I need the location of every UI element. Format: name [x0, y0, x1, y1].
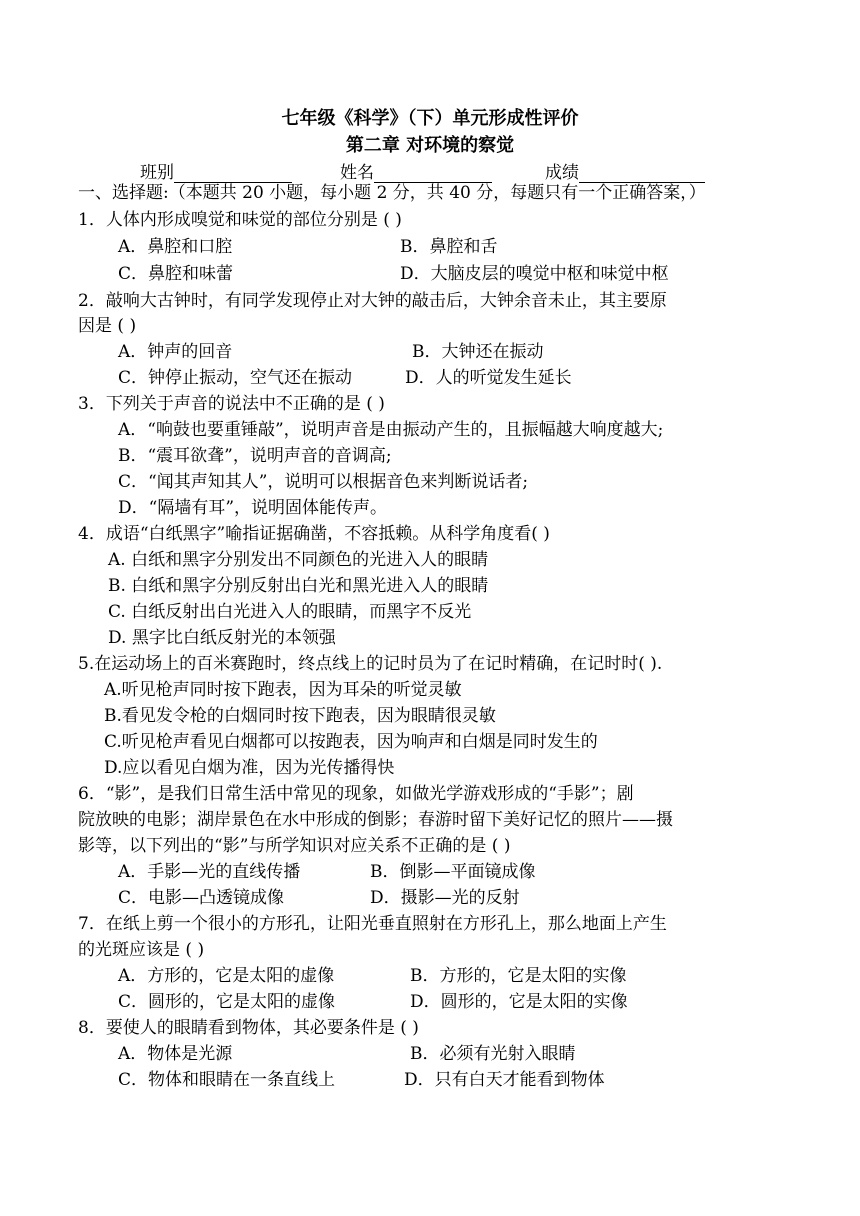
q8-option-b: B．必须有光射入眼睛	[410, 1044, 576, 1064]
q8-option-c: C．物体和眼睛在一条直线上	[118, 1070, 336, 1090]
q7-option-d: D．圆形的，它是太阳的实像	[410, 992, 628, 1012]
name-blank[interactable]	[374, 165, 492, 183]
q4-option-c: C. 白纸反射出白光进入人的眼睛，而黑字不反光	[108, 602, 472, 622]
q2-option-b: B．大钟还在振动	[412, 342, 544, 362]
q4-option-d: D. 黑字比白纸反射光的本领强	[108, 628, 336, 648]
q5-option-c: C.听见枪声看见白烟都可以按跑表，因为响声和白烟是同时发生的	[104, 732, 598, 752]
q7-option-b: B．方形的，它是太阳的实像	[410, 966, 627, 986]
class-field	[140, 158, 292, 183]
q3-option-c: C．“闻其声知其人”，说明可以根据音色来判断说话者;	[118, 472, 529, 492]
q4-stem: 4．成语“白纸黑字”喻指证据确凿，不容抵赖。从科学角度看( )	[78, 524, 550, 544]
q2-stem-line1: 2．敲响大古钟时，有同学发现停止对大钟的敲击后，大钟余音未止，其主要原	[78, 291, 667, 311]
q6-option-a: A．手影—光的直线传播	[118, 862, 301, 882]
q5-option-a: A.听见枪声同时按下跑表，因为耳朵的听觉灵敏	[104, 680, 462, 700]
q4-option-b: B. 白纸和黑字分别反射出白光和黑光进入人的眼睛	[108, 576, 489, 596]
q2-option-a: A．钟声的回音	[118, 342, 233, 362]
q1-option-b: B．鼻腔和舌	[400, 237, 498, 257]
q6-stem-line2: 院放映的电影；湖岸景色在水中形成的倒影；春游时留下美好记忆的照片——摄	[78, 810, 673, 830]
score-label: 成绩	[545, 163, 579, 183]
q7-option-c: C．圆形的，它是太阳的虚像	[118, 992, 336, 1012]
chapter-subtitle: 第二章 对环境的察觉	[345, 135, 515, 156]
score-blank[interactable]	[579, 165, 705, 183]
q3-option-b: B．“震耳欲聋”，说明声音的音调高;	[118, 446, 392, 466]
q2-stem-line2: 因是 ( )	[78, 316, 137, 336]
q6-option-c: C．电影—凸透镜成像	[118, 888, 285, 908]
q6-stem-line3: 影等，以下列出的“影”与所学知识对应关系不正确的是 ( )	[78, 836, 511, 856]
q1-option-a: A．鼻腔和口腔	[118, 237, 233, 257]
q2-option-d: D．人的听觉发生延长	[405, 368, 572, 388]
q8-stem: 8．要使人的眼睛看到物体，其必要条件是 ( )	[78, 1018, 419, 1038]
q3-stem: 3．下列关于声音的说法中不正确的是 ( )	[78, 394, 385, 414]
q6-option-d: D．摄影—光的反射	[370, 888, 520, 908]
exam-title: 七年级《科学》（下）单元形成性评价	[281, 108, 579, 129]
q1-option-d: D．大脑皮层的嗅觉中枢和味觉中枢	[400, 264, 669, 284]
q8-option-d: D．只有白天才能看到物体	[404, 1070, 605, 1090]
q1-option-c: C．鼻腔和味蕾	[118, 264, 234, 284]
q8-option-a: A．物体是光源	[118, 1044, 233, 1064]
name-field	[340, 158, 492, 183]
q1-stem: 1．人体内形成嗅觉和味觉的部位分别是 ( )	[78, 210, 402, 230]
q6-option-b: B．倒影—平面镜成像	[370, 862, 536, 882]
q4-option-a: A. 白纸和黑字分别发出不同颜色的光进入人的眼睛	[108, 550, 489, 570]
q2-option-c: C．钟停止振动，空气还在振动	[118, 368, 353, 388]
class-label: 班别	[140, 163, 174, 183]
name-label: 姓名	[340, 163, 374, 183]
q6-stem-line1: 6．“影”，是我们日常生活中常见的现象，如做光学游戏形成的“手影”；剧	[78, 784, 634, 804]
q3-option-d: D．“隔墙有耳”，说明固体能传声。	[118, 498, 388, 518]
q7-stem-line2: 的光斑应该是 ( )	[78, 940, 205, 960]
q5-option-b: B.看见发令枪的白烟同时按下跑表，因为眼睛很灵敏	[104, 706, 496, 726]
score-field	[545, 158, 705, 183]
q7-option-a: A．方形的，它是太阳的虚像	[118, 966, 335, 986]
q3-option-a: A．“响鼓也要重锤敲”，说明声音是由振动产生的，且振幅越大响度越大;	[118, 420, 664, 440]
q7-stem-line1: 7．在纸上剪一个很小的方形孔，让阳光垂直照射在方形孔上，那么地面上产生	[78, 914, 667, 934]
q5-stem: 5.在运动场上的百米赛跑时，终点线上的记时员为了在记时精确，在记时时( ).	[78, 654, 663, 674]
section-heading: 一、选择题:（本题共 20 小题，每小题 2 分，共 40 分，每题只有一个正确答案，）	[78, 183, 706, 203]
q5-option-d: D.应以看见白烟为准，因为光传播得快	[104, 758, 395, 778]
class-blank[interactable]	[174, 165, 292, 183]
